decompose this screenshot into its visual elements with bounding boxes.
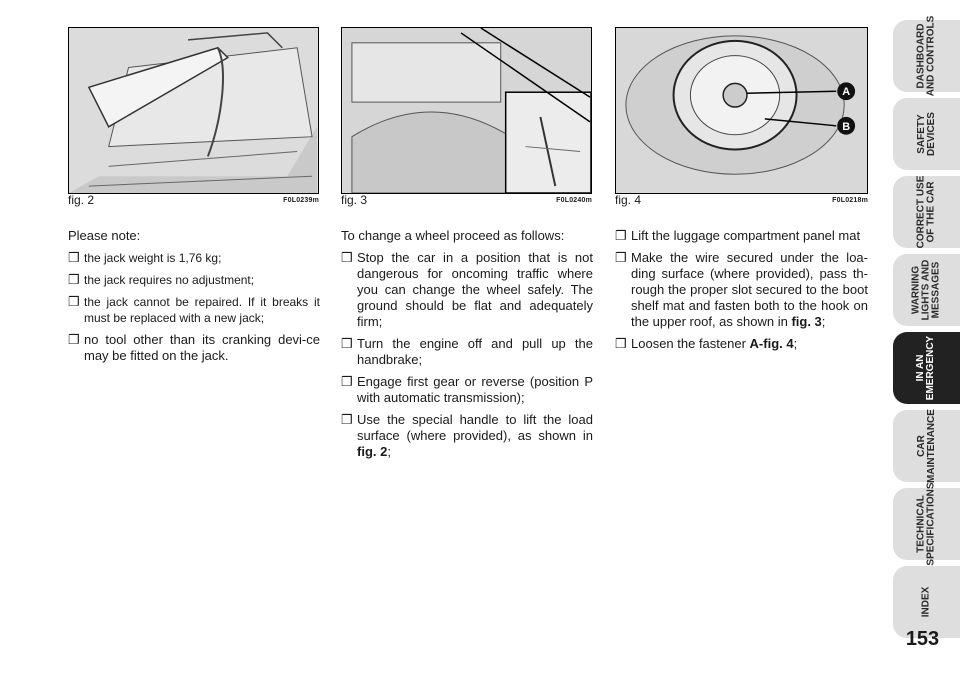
tab-label: INDEX bbox=[920, 586, 932, 618]
tab-label: DASHBOARD AND CONTROLS bbox=[915, 15, 937, 97]
list-item bbox=[341, 374, 593, 406]
list-item-text: Engage first gear or reverse (position P with automatic transmission); bbox=[357, 374, 593, 405]
list-item-text: Use the special handle to lift the load surface (where provided), as shown in fig. 2; bbox=[357, 412, 593, 459]
tab-label: CAR MAINTENANCE bbox=[915, 409, 937, 483]
list-item-text: the jack weight is 1,76 kg; bbox=[84, 251, 222, 265]
tab-car-maintenance[interactable] bbox=[893, 410, 960, 482]
list-item-text: the jack requires no adjustment; bbox=[84, 273, 255, 287]
spare-wheel-illustration bbox=[616, 28, 867, 193]
figure-2-caption bbox=[68, 190, 319, 207]
list-item bbox=[615, 336, 868, 352]
list-item bbox=[341, 412, 593, 460]
list-item bbox=[341, 250, 593, 330]
luggage-panel-illustration bbox=[69, 28, 318, 193]
text-column-2 bbox=[341, 228, 593, 466]
list-item bbox=[615, 250, 868, 330]
page-number: 153 bbox=[905, 628, 940, 650]
list-item bbox=[68, 250, 320, 266]
list-item-text: Stop the car in a position that is not dangerous for oncoming traffic where you can change the wheel safely. The ground should be flat and adequately firm; bbox=[357, 250, 593, 329]
section-tabs bbox=[893, 0, 960, 676]
bullet-checkbox-icon: ❒ bbox=[615, 228, 627, 243]
figure-label: fig. 2 bbox=[68, 193, 95, 207]
list-item bbox=[615, 228, 868, 244]
bullet-checkbox-icon: ❒ bbox=[68, 250, 80, 265]
text-column-3 bbox=[615, 228, 868, 358]
bullet-checkbox-icon: ❒ bbox=[68, 294, 80, 309]
bullet-checkbox-icon: ❒ bbox=[341, 250, 353, 265]
figure-reference: A-fig. 4 bbox=[749, 336, 794, 351]
list-item-text: Make the wire secured under the loa-ding surface (where provided), pass th-rough the proper slot secured to the boot shelf mat and fasten both to the hook on the upper roof, as shown in fig. 3; bbox=[631, 250, 868, 329]
list-item-text: Loosen the fastener A-fig. 4; bbox=[631, 336, 798, 351]
tab-correct-use-of-the-car[interactable] bbox=[893, 176, 960, 248]
tab-label: IN AN EMERGENCY bbox=[915, 335, 937, 401]
callout-b: B bbox=[842, 120, 851, 133]
list-item-text: the jack cannot be repaired. If it breaks it must be replaced with a new jack; bbox=[84, 295, 320, 325]
figure-3-image bbox=[341, 27, 592, 194]
bullet-checkbox-icon: ❒ bbox=[341, 374, 353, 389]
boot-wire-illustration bbox=[342, 28, 591, 193]
figure-2-image bbox=[68, 27, 319, 194]
figure-reference: fig. 3 bbox=[791, 314, 822, 329]
text-column-1 bbox=[68, 228, 320, 370]
jack-notes-intro: Please note: bbox=[68, 228, 141, 243]
figure-code: F0L0239m bbox=[283, 197, 319, 204]
figure-code: F0L0240m bbox=[556, 197, 592, 204]
bullet-checkbox-icon: ❒ bbox=[615, 336, 627, 351]
wheel-change-intro: To change a wheel proceed as follows: bbox=[341, 228, 565, 243]
list-item bbox=[68, 332, 320, 364]
figure-code: F0L0218m bbox=[832, 197, 868, 204]
bullet-checkbox-icon: ❒ bbox=[615, 250, 627, 265]
bullet-checkbox-icon: ❒ bbox=[68, 272, 80, 287]
tab-in-an-emergency[interactable] bbox=[893, 332, 960, 404]
bullet-checkbox-icon: ❒ bbox=[68, 332, 80, 347]
list-item-text: Turn the engine off and pull up the handbrake; bbox=[357, 336, 593, 367]
tab-label: WARNING LIGHTS AND MESSAGES bbox=[910, 259, 942, 321]
figure-3-caption bbox=[341, 190, 592, 207]
bullet-checkbox-icon: ❒ bbox=[341, 336, 353, 351]
list-item-text: Lift the luggage compartment panel mat bbox=[631, 228, 861, 243]
list-item bbox=[68, 272, 320, 288]
tab-safety-devices[interactable] bbox=[893, 98, 960, 170]
list-item bbox=[68, 294, 320, 326]
bullet-checkbox-icon: ❒ bbox=[341, 412, 353, 427]
figure-4-caption bbox=[615, 190, 868, 207]
tab-dashboard-and-controls[interactable] bbox=[893, 15, 960, 97]
tab-label: CORRECT USE OF THE CAR bbox=[915, 175, 937, 249]
list-item bbox=[341, 336, 593, 368]
list-item-text: no tool other than its cranking devi-ce may be fitted on the jack. bbox=[84, 332, 320, 363]
figure-label: fig. 3 bbox=[341, 193, 368, 207]
callout-a: A bbox=[842, 86, 851, 99]
tab-technical-specifications[interactable] bbox=[893, 482, 960, 566]
tab-label: TECHNICAL SPECIFICATIONS bbox=[915, 482, 937, 566]
tab-label: SAFETY DEVICES bbox=[915, 112, 937, 156]
figure-4-image bbox=[615, 27, 868, 194]
figure-label: fig. 4 bbox=[615, 193, 642, 207]
tab-warning-lights-and-messages[interactable] bbox=[893, 254, 960, 326]
figure-reference: fig. 2 bbox=[357, 444, 388, 459]
